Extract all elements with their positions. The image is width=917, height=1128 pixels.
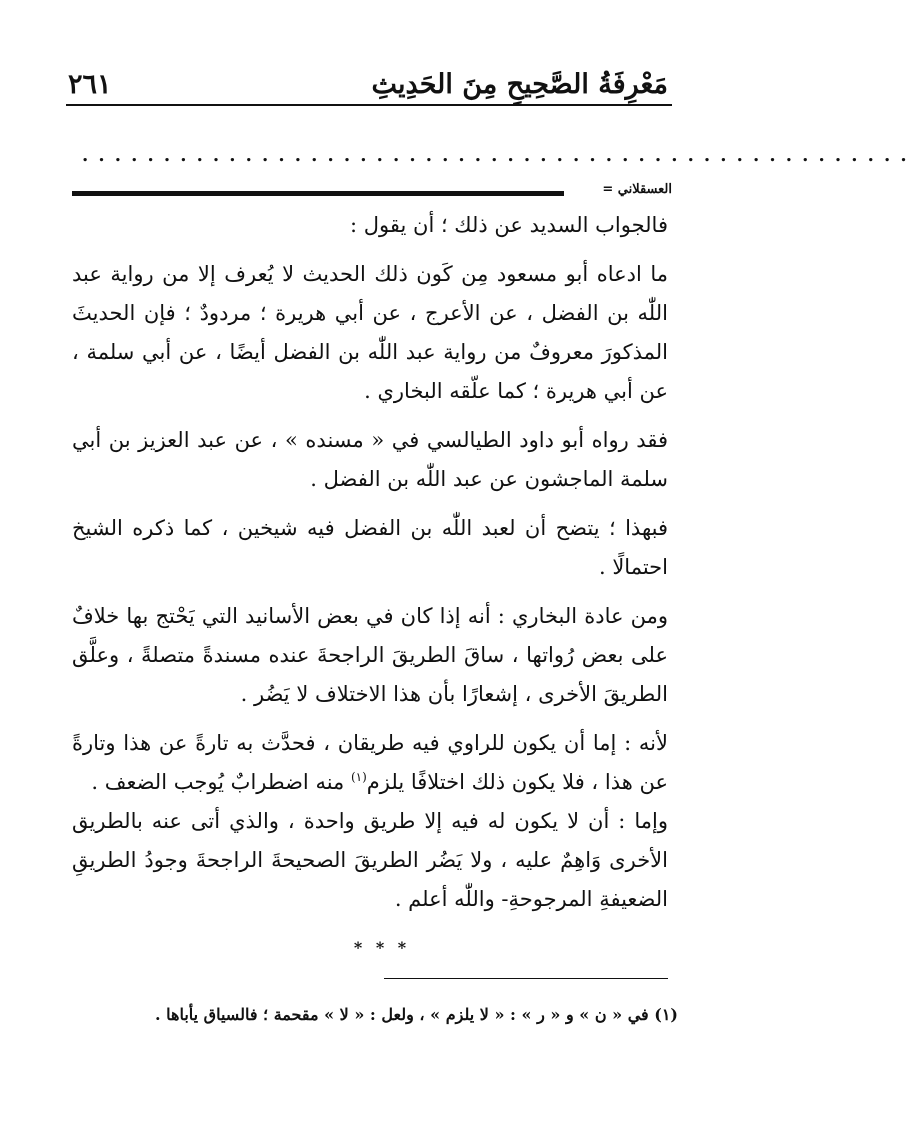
page-header: [68, 56, 668, 100]
source-separator: [72, 182, 672, 204]
footnote-rule: [384, 978, 668, 979]
paragraph-text: منه اضطرابٌ يُوجب الضعف .: [91, 770, 351, 794]
header-rule: [66, 104, 672, 106]
footnote: (١) في « ن » و « ر » : « لا يلزم » ، ولعل : « لا » مقحمة ؛ فالسياق يأباها .: [155, 1005, 678, 1024]
source-label: العسقلاني =: [602, 182, 672, 197]
paragraph: ومن عادة البخاري : أنه إذا كان في بعض الأسانيد التي يَحْتج بها خلافٌ على بعض رُواتها ، ساقَ الطريقَ الراجحةَ عنده مسندةً متصلةً ، وعلَّق الطريقَ الأخرى ، إشعارًا بأن هذا الاختلاف لا يَضُر .: [72, 604, 668, 706]
paragraph: وإما : أن لا يكون له فيه إلا طريق واحدة ، والذي أتى عنه بالطريق الأخرى وَاهِمٌ عليه ، ولا يَضُر الطريقَ الصحيحةَ الراجحةَ وجودُ الطريقِ الضعيفةِ المرجوحةِ- واللّٰه أعلم .: [72, 809, 668, 911]
paragraph: فبهذا ؛ يتضح أن لعبد اللّٰه بن الفضل فيه شيخين ، كما ذكره الشيخ احتمالًا .: [72, 516, 668, 579]
paragraph: [72, 724, 668, 802]
paragraph: ما ادعاه أبو مسعود مِن كَون ذلك الحديث لا يُعرف إلا من رواية عبد اللّٰه بن الفضل ، عن الأعرج ، عن أبي هريرة ؛ مردودٌ ؛ فإن الحديثَ المذكورَ معروفٌ من رواية عبد اللّٰه بن الفضل أيضًا ، عن أبي سلمة ، عن أبي هريرة ؛ كما علّقه البخاري .: [72, 262, 668, 403]
section-ornament: * * *: [353, 938, 411, 957]
paragraph: فالجواب السديد عن ذلك ؛ أن يقول :: [350, 213, 668, 237]
source-rule: [72, 191, 564, 196]
paragraph-text: لأنه : إما أن يكون للراوي فيه طريقان ، فحدَّث به تارةً عن هذا وتارةً عن هذا ، فلا يكون ذلك اختلافًا يلزم: [72, 731, 668, 794]
paragraph: فقد رواه أبو داود الطيالسي في « مسنده » ، عن عبد العزيز بن أبي سلمة الماجشون عن عبد اللّٰه بن الفضل .: [72, 428, 668, 491]
dot-leader: ...................................................: [82, 145, 917, 166]
running-title: مَعْرِفَةُ الصَّحِيحِ مِنَ الحَدِيثِ: [371, 69, 668, 100]
footnote-reference: (١): [350, 770, 367, 784]
page-number: ٢٦١: [68, 69, 112, 100]
body-text: [72, 206, 668, 919]
